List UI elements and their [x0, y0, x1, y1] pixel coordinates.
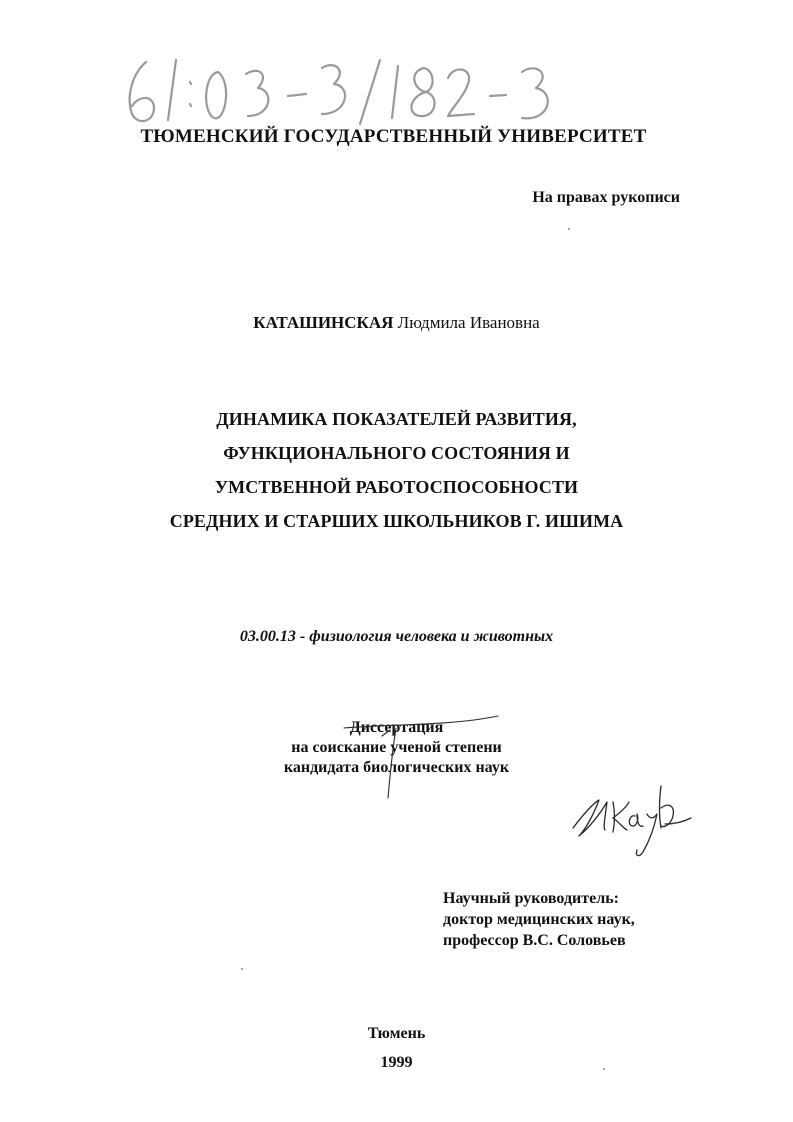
title-line: ДИНАМИКА ПОКАЗАТЕЛЕЙ РАЗВИТИЯ, — [216, 409, 577, 429]
dissertation-title — [0, 402, 793, 538]
title-line: ФУНКЦИОНАЛЬНОГО СОСТОЯНИЯ И — [223, 443, 570, 463]
university-name: ТЮМЕНСКИЙ ГОСУДАРСТВЕННЫЙ УНИВЕРСИТЕТ — [140, 126, 647, 147]
manuscript-rights-note: На правах рукописи — [532, 189, 680, 206]
author-given-names: Людмила Ивановна — [397, 313, 540, 332]
supervisor-line: профессор В.С. Соловьев — [443, 932, 626, 949]
degree-line: кандидата биологических наук — [283, 759, 510, 776]
author-surname: КАТАШИНСКАЯ — [253, 313, 394, 332]
supervisor-line: Научный руководитель: — [443, 890, 619, 907]
publication-year: 1999 — [380, 1054, 413, 1071]
scan-speck — [241, 968, 243, 970]
scan-speck — [603, 1068, 605, 1070]
handwritten-catalog-code — [118, 52, 568, 132]
scientific-supervisor — [443, 888, 773, 951]
specialty-code: 03.00.13 - физиология человека и животных — [239, 628, 554, 645]
degree-line: Диссертация — [349, 719, 444, 736]
publication-city: Тюмень — [367, 1025, 426, 1042]
author-name — [0, 313, 793, 333]
handwritten-signature — [565, 772, 695, 862]
title-line: УМСТВЕННОЙ РАБОТОСПОСОБНОСТИ — [214, 477, 579, 497]
degree-line: на соискание ученой степени — [291, 739, 502, 756]
scan-speck — [568, 228, 570, 230]
supervisor-line: доктор медицинских наук, — [443, 911, 635, 928]
title-line: СРЕДНИХ И СТАРШИХ ШКОЛЬНИКОВ Г. ИШИМА — [169, 511, 624, 531]
approval-pen-marks — [330, 712, 510, 802]
